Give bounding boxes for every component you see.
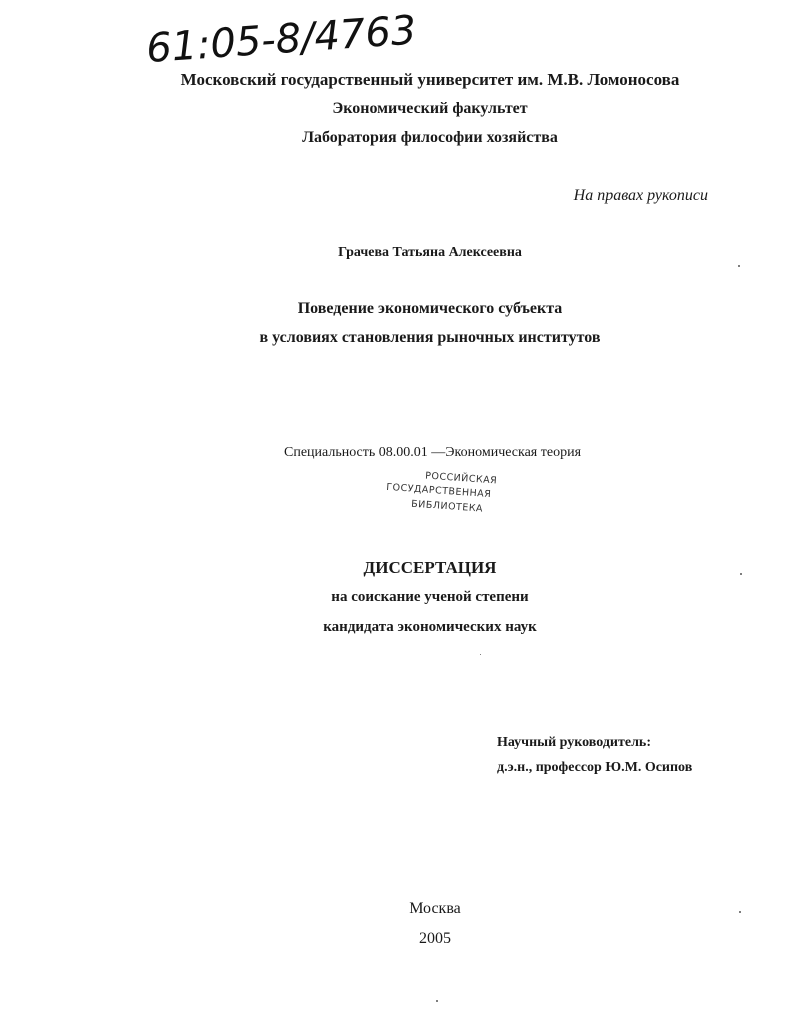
- scan-speck: [436, 1000, 438, 1002]
- degree-line-2: кандидата экономических наук: [323, 619, 537, 635]
- city: Москва: [409, 900, 461, 917]
- faculty-name: Экономический факультет: [332, 100, 528, 117]
- dissertation-title-line-1: Поведение экономического субъекта: [297, 300, 563, 317]
- year: 2005: [419, 930, 451, 947]
- stamp-line-3: БИБЛИОТЕКА: [410, 498, 484, 515]
- scan-speck: [739, 911, 741, 913]
- stamp-line-2: ГОСУДАРСТВЕННАЯ: [385, 481, 492, 501]
- supervisor-label: Научный руководитель:: [497, 735, 651, 750]
- university-name: Московский государственный университет им. М.В. Ломоносова: [180, 70, 680, 89]
- dissertation-title-line-2: в условиях становления рыночных институтов: [259, 329, 601, 346]
- author-name: Грачева Татьяна Алексеевна: [338, 245, 522, 260]
- degree-line-1: на соискание ученой степени: [331, 589, 529, 605]
- specialty-line: Специальность 08.00.01 —Экономическая теория: [283, 445, 582, 460]
- library-stamp: [376, 466, 516, 522]
- manuscript-note: На правах рукописи: [573, 187, 708, 204]
- scan-speck: [740, 573, 742, 575]
- stamp-line-1: РОССИЙСКАЯ: [424, 470, 498, 487]
- handwritten-archive-number: [142, 0, 452, 72]
- document-type: ДИССЕРТАЦИЯ: [363, 558, 497, 577]
- scan-speck: [738, 265, 740, 267]
- supervisor-name: д.э.н., профессор Ю.М. Осипов: [497, 760, 693, 775]
- archive-mark-text: 61:05-8/4763: [144, 7, 418, 72]
- laboratory-name: Лаборатория философии хозяйства: [302, 129, 558, 146]
- scan-speck: [480, 654, 481, 655]
